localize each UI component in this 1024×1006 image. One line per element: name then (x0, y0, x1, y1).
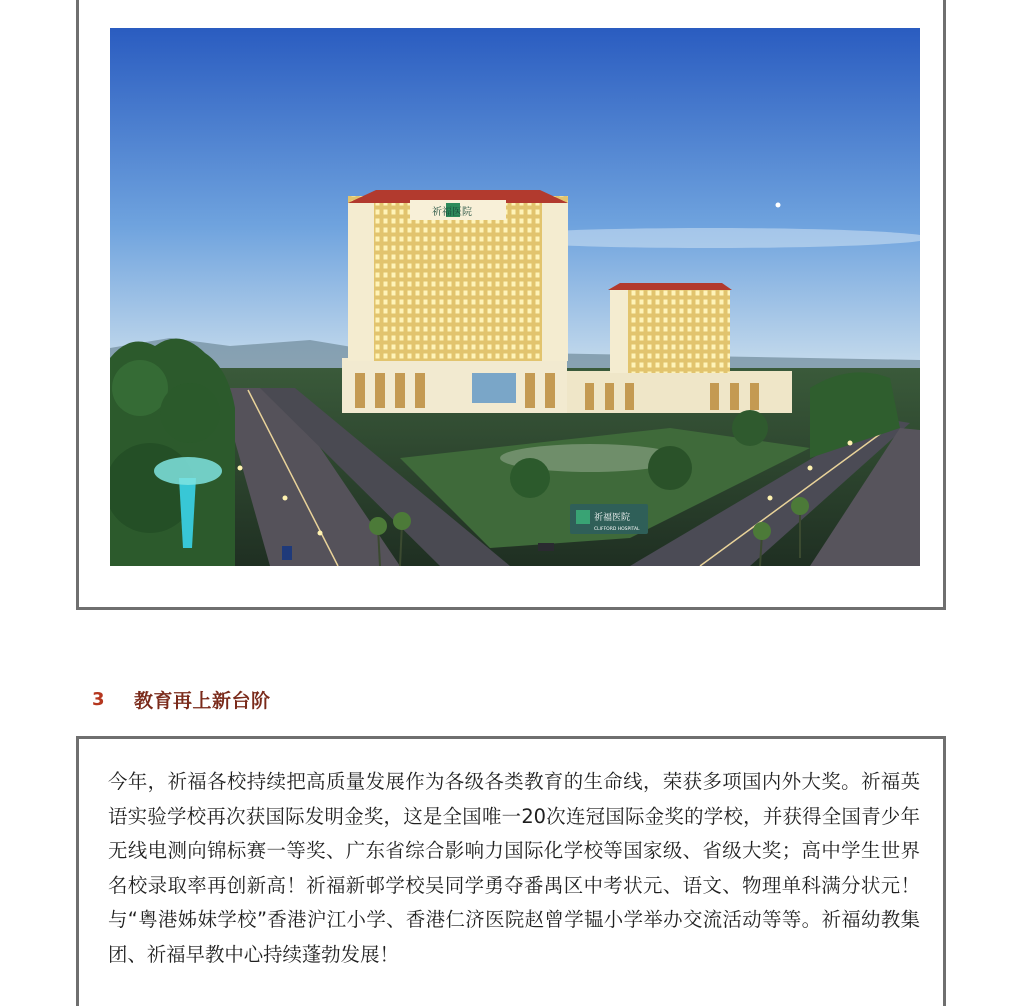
svg-text:祈福医院: 祈福医院 (594, 513, 631, 523)
section-heading (92, 684, 271, 714)
svg-text:CLIFFORD HOSPITAL: CLIFFORD HOSPITAL (594, 527, 640, 532)
tree-sculpture (154, 457, 222, 485)
body-paragraph: 今年，祈福各校持续把高质量发展作为各级各类教育的生命线，荣获多项国内外大奖。祈福英语实验学校再次获国际发明金奖，这是全国唯一20次连冠国际金奖的学校，并获得全国青少年无线电测向锦标赛一等奖、广东省综合影响力国际化学校等国家级、省级大奖；高中学生世界名校录取率再创新高！祈福新邨学校吴同学勇夺番禺区中考状元、语文、物理单科满分状元！与“粤港姊妹学校”香港沪江小学、香港仁济医院赵曾学韫小学举办交流活动等等。祈福幼教集团、祈福早教中心持续蓬勃发展！ (108, 770, 920, 966)
main-tower-sign: 祈福医院 (432, 207, 472, 218)
hospital-photo (110, 28, 920, 566)
section-number: 3 (92, 688, 105, 710)
moon-icon (776, 203, 781, 208)
text-frame (76, 736, 946, 1006)
main-tower (348, 196, 568, 361)
section-title: 教育再上新台阶 (134, 689, 271, 712)
photo-frame (76, 0, 946, 610)
